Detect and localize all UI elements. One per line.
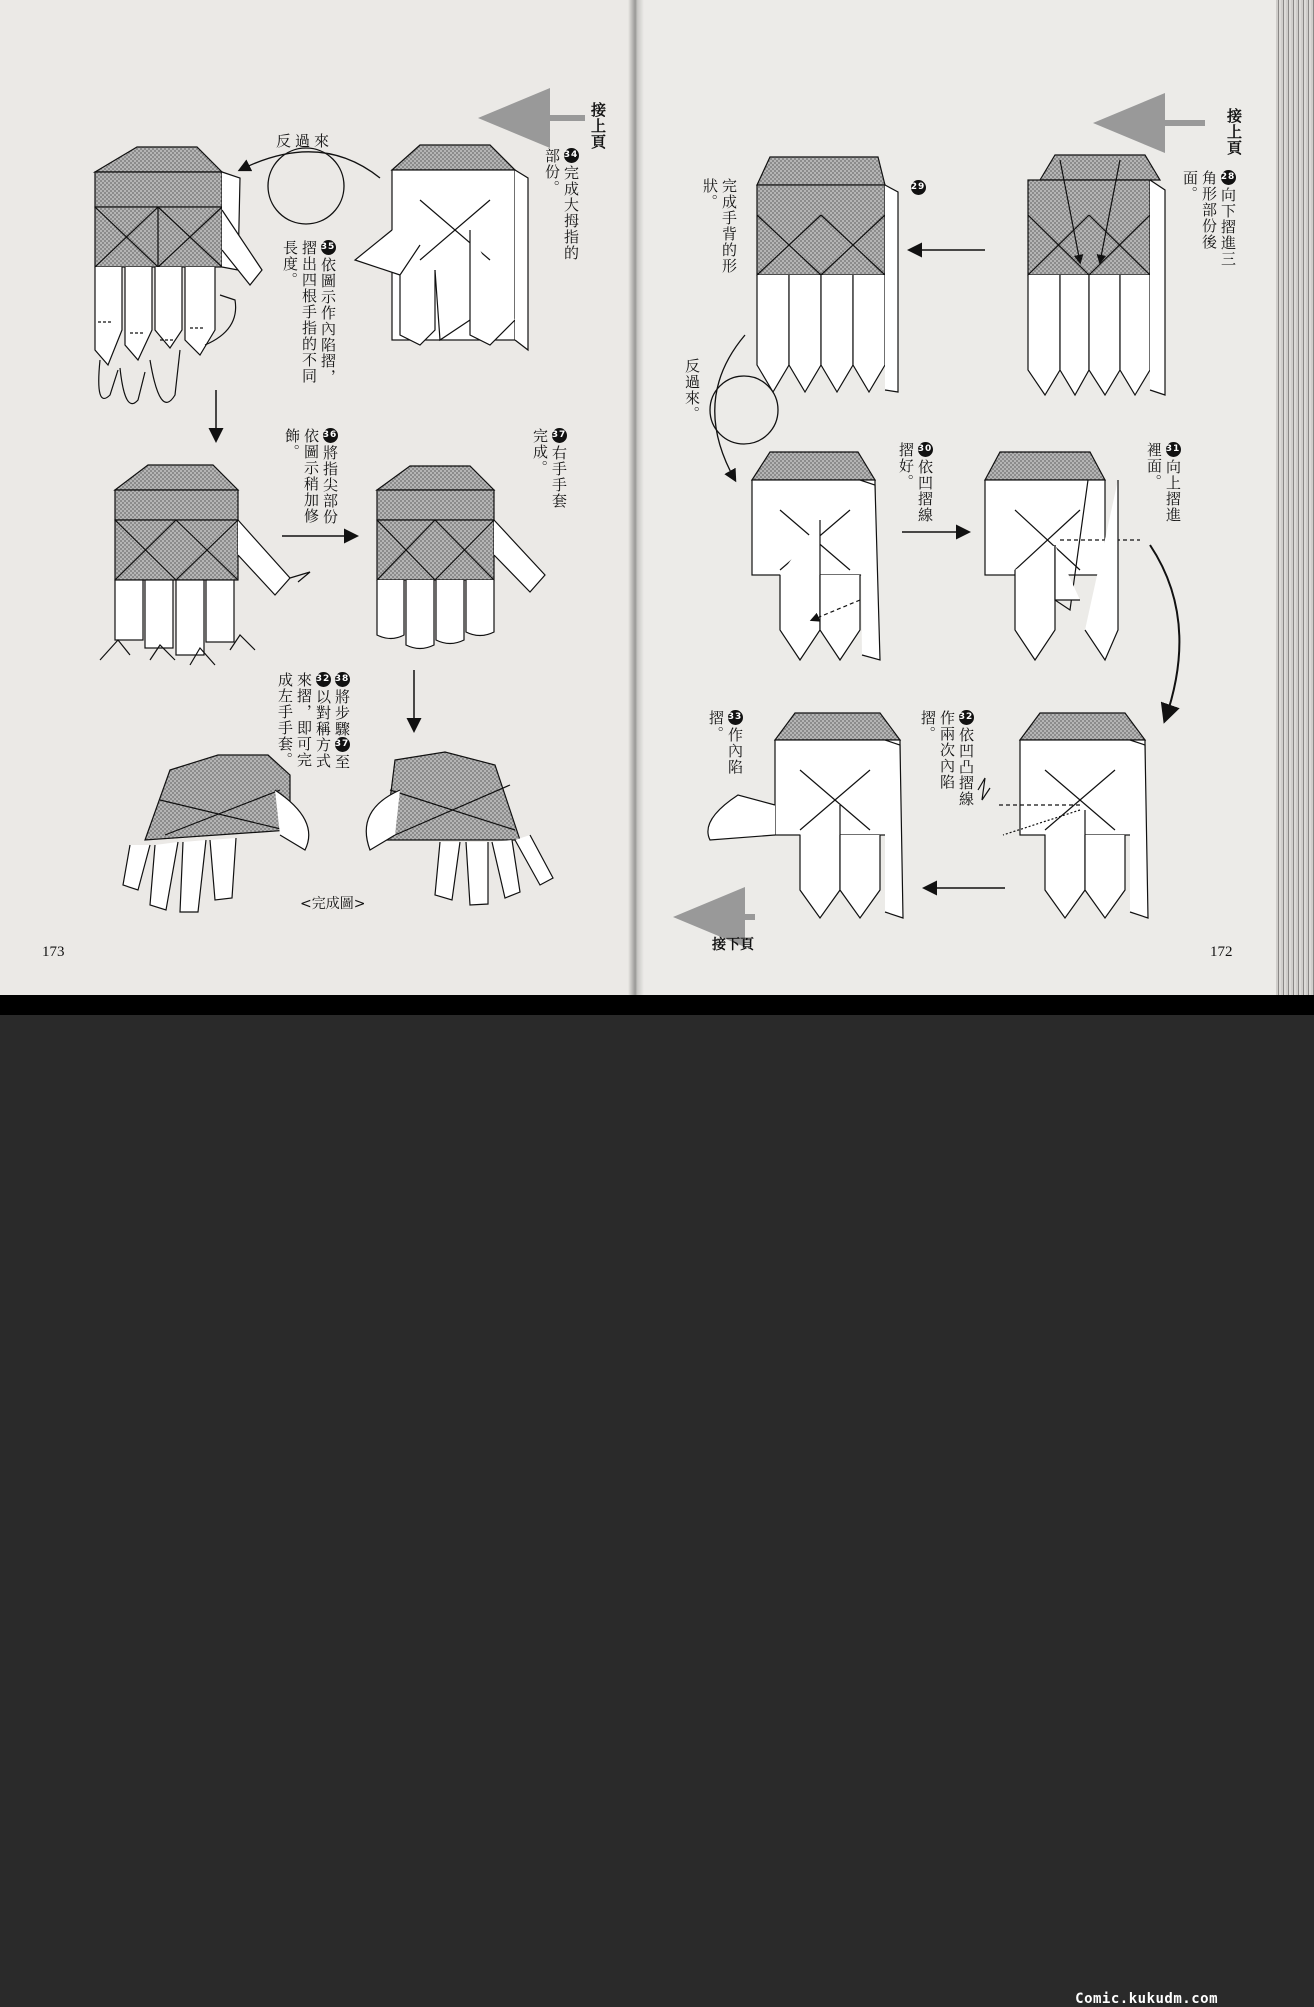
step-badge-33: 33 bbox=[728, 710, 743, 725]
step-badge-28: 28 bbox=[1221, 170, 1236, 185]
continue-label-left: 接上頁 bbox=[589, 102, 607, 150]
step-badge-32: 32 bbox=[959, 710, 974, 725]
step-ref-37: 37 bbox=[335, 737, 350, 752]
continue-label-right: 接上頁 bbox=[1225, 108, 1243, 156]
step-36-text bbox=[282, 428, 339, 528]
turn-over-label-right: 反過來。 bbox=[683, 358, 701, 422]
step-33-caption: 作內陷摺。 bbox=[707, 710, 744, 775]
step-badge-29: 29 bbox=[911, 180, 926, 195]
step-37-text bbox=[530, 428, 568, 518]
turn-over-label-left: 反過來 bbox=[276, 132, 334, 150]
step-badge-36: 36 bbox=[323, 428, 338, 443]
step-badge-30: 30 bbox=[918, 442, 933, 457]
step-ref-32: 32 bbox=[316, 672, 331, 687]
diagram-step-28 bbox=[1028, 155, 1165, 395]
step-35-caption: 依圖示作內陷摺，摺出四根手指的不同長度。 bbox=[281, 240, 337, 385]
step-badge-38: 38 bbox=[335, 672, 350, 687]
step-32-caption: 依凹凸摺線作兩次內陷摺。 bbox=[919, 710, 975, 807]
diagram-step-37 bbox=[377, 466, 545, 649]
diagram-step-34 bbox=[95, 147, 262, 404]
step-28-caption: 向下摺進三角形部份後面。 bbox=[1181, 170, 1237, 267]
step-35-text bbox=[280, 240, 337, 390]
step-37-caption: 右手手套完成。 bbox=[531, 428, 568, 509]
step-38-caption-a: 將步驟 bbox=[333, 689, 351, 737]
step-badge-35: 35 bbox=[321, 240, 336, 255]
step-38-caption-b: 至 bbox=[333, 754, 351, 770]
step-badge-31: 31 bbox=[1166, 442, 1181, 457]
step-31-text bbox=[1144, 442, 1182, 532]
diagram-step-31 bbox=[985, 452, 1140, 660]
step-29-text: 完成手背的形狀。 bbox=[701, 178, 738, 274]
step-badge-37: 37 bbox=[552, 428, 567, 443]
step-29-badge-holder bbox=[908, 180, 927, 220]
origami-diagrams bbox=[0, 0, 1314, 995]
finished-caption: <完成圖> bbox=[300, 896, 366, 912]
page-number-right: 172 bbox=[1210, 944, 1233, 960]
footer-bar bbox=[0, 995, 1314, 2007]
step-36-caption: 將指尖部份依圖示稍加修飾。 bbox=[283, 428, 339, 525]
step-38-caption-c: 以對稱方式來摺，即可完成左手手套。 bbox=[276, 672, 332, 769]
arrow-31-32 bbox=[1150, 545, 1179, 720]
next-page-label: 接下頁 bbox=[712, 937, 754, 953]
diagram-step-29 bbox=[757, 157, 898, 392]
diagram-step-36 bbox=[100, 465, 310, 665]
step-34-text bbox=[542, 148, 580, 268]
step-33-text bbox=[706, 710, 744, 790]
diagram-step-30 bbox=[752, 452, 880, 660]
turn-over-symbol-left bbox=[240, 148, 380, 224]
step-badge-34: 34 bbox=[564, 148, 579, 163]
step-31-caption: 向上摺進裡面。 bbox=[1145, 442, 1182, 523]
step-30-caption: 依凹摺線摺好。 bbox=[897, 442, 934, 523]
site-watermark: Comic.kukudm.com bbox=[1075, 1991, 1218, 2007]
step-32-text bbox=[918, 710, 975, 820]
book-spread bbox=[0, 0, 1314, 995]
step-38-text bbox=[275, 672, 351, 782]
diagram-step-34-back bbox=[355, 145, 528, 350]
step-28-text bbox=[1180, 170, 1237, 280]
page-number-left: 173 bbox=[42, 944, 65, 960]
finished-right-glove bbox=[366, 752, 553, 905]
step-30-text bbox=[896, 442, 934, 532]
step-34-caption: 完成大拇指的部份。 bbox=[543, 148, 580, 261]
